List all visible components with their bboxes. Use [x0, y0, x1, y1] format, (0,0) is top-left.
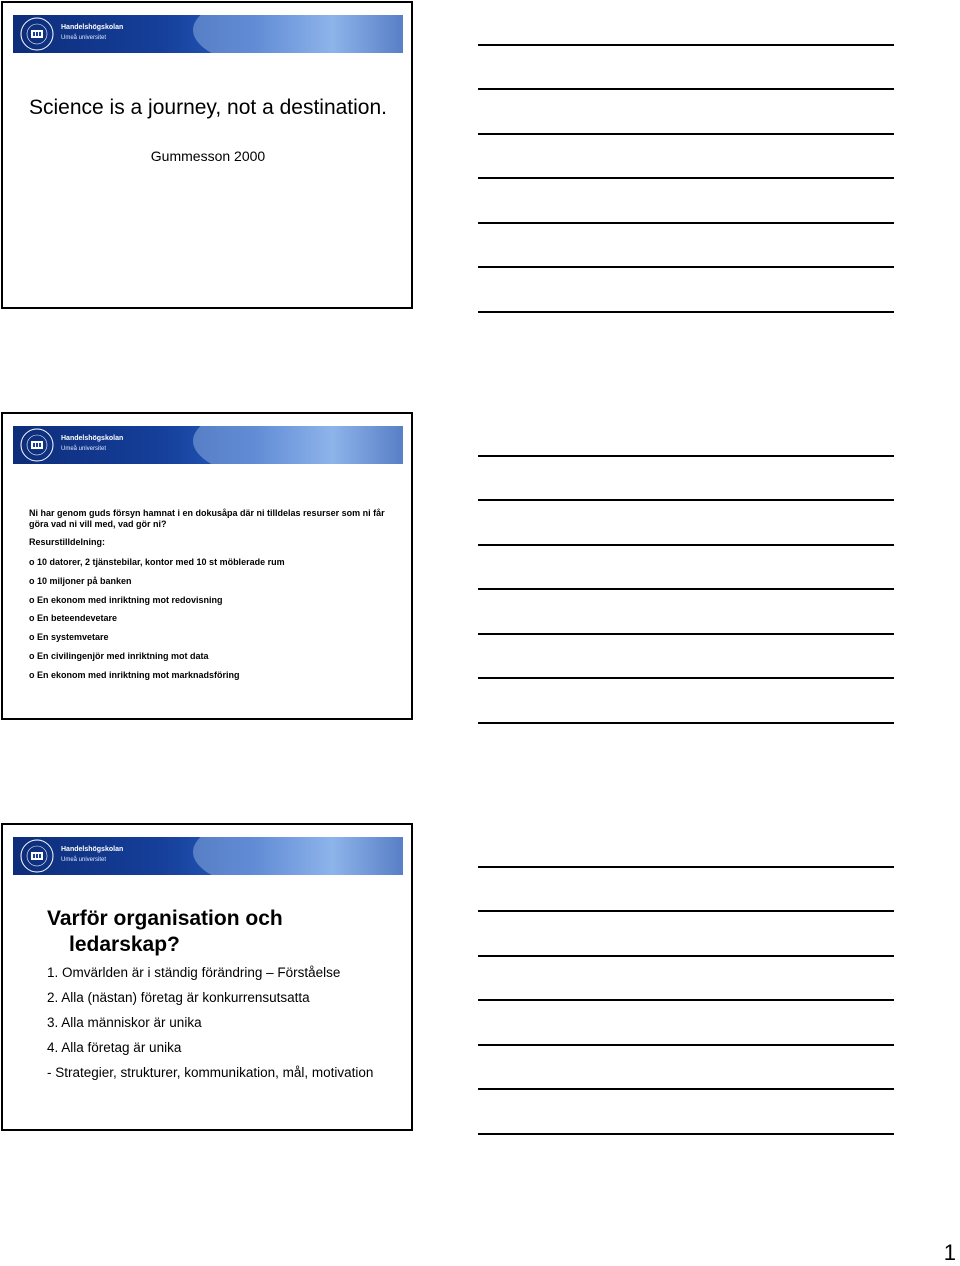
- resource-list: [29, 556, 285, 688]
- note-line: [478, 866, 894, 868]
- slide-2: [1, 412, 413, 720]
- logo-subtitle: Umeå universitet: [61, 857, 107, 863]
- university-seal-icon: [19, 427, 55, 463]
- note-line: [478, 499, 894, 501]
- list-item: o 10 datorer, 2 tjänstebilar, kontor med 10 st möblerade rum: [29, 557, 285, 567]
- note-line: [478, 722, 894, 724]
- list-item: 1. Omvärlden är i ständig förändring – Förståelse: [47, 965, 341, 980]
- note-line: [478, 133, 894, 135]
- note-line: [478, 910, 894, 912]
- list-item: 3. Alla människor är unika: [47, 1015, 202, 1030]
- list-item: 2. Alla (nästan) företag är konkurrensutsatta: [47, 990, 310, 1005]
- note-line: [478, 588, 894, 590]
- slide-title: [47, 906, 397, 958]
- slide-intro-text: Ni har genom guds försyn hamnat i en dokusåpa där ni tilldelas resurser som ni får göra vad ni vill med, vad gör ni?: [29, 508, 385, 529]
- logo-name: Handelshögskolan: [61, 24, 124, 31]
- slide-header-banner: [13, 426, 403, 464]
- note-line: [478, 544, 894, 546]
- reasons-list: [47, 965, 373, 1090]
- note-line: [478, 311, 894, 313]
- slide-1: [1, 1, 413, 309]
- logo-name: Handelshögskolan: [61, 846, 124, 853]
- list-item: o 10 miljoner på banken: [29, 575, 132, 586]
- logo-subtitle: Umeå universitet: [61, 35, 107, 41]
- slide-header-banner: [13, 837, 403, 875]
- note-line: [478, 44, 894, 46]
- note-line: [478, 88, 894, 90]
- note-line: [478, 1133, 894, 1135]
- slide-header-banner: [13, 15, 403, 53]
- university-seal-icon: [19, 838, 55, 874]
- slide-title: Science is a journey, not a destination.: [29, 96, 387, 119]
- logo-name: Handelshögskolan: [61, 435, 124, 442]
- list-item: - Strategier, strukturer, kommunikation, mål, motivation: [47, 1065, 374, 1080]
- university-seal-icon: [19, 16, 55, 52]
- list-item: o En ekonom med inriktning mot redovisning: [29, 594, 223, 605]
- list-item: o En systemvetare: [29, 632, 109, 643]
- note-line: [478, 633, 894, 635]
- slide-author: Gummesson 2000: [150, 148, 266, 164]
- list-item: o En ekonom med inriktning mot marknadsföring: [29, 669, 240, 680]
- note-line: [478, 1088, 894, 1090]
- note-line: [478, 455, 894, 457]
- slide-title-line-1: Varför organisation och: [47, 907, 283, 930]
- slide-title-line-2: ledarskap?: [69, 933, 180, 956]
- slide-3: [1, 823, 413, 1131]
- list-item: o En beteendevetare: [29, 613, 118, 624]
- list-item: o En civilingenjör med inriktning mot data: [29, 650, 209, 661]
- note-line: [478, 222, 894, 224]
- page-number: 1: [943, 1240, 956, 1265]
- note-line: [478, 677, 894, 679]
- note-line: [478, 266, 894, 268]
- list-item: 4. Alla företag är unika: [47, 1040, 182, 1055]
- resource-heading: Resurstilldelning:: [29, 537, 106, 547]
- note-line: [478, 1044, 894, 1046]
- note-line: [478, 955, 894, 957]
- note-line: [478, 999, 894, 1001]
- note-line: [478, 177, 894, 179]
- logo-subtitle: Umeå universitet: [61, 446, 107, 452]
